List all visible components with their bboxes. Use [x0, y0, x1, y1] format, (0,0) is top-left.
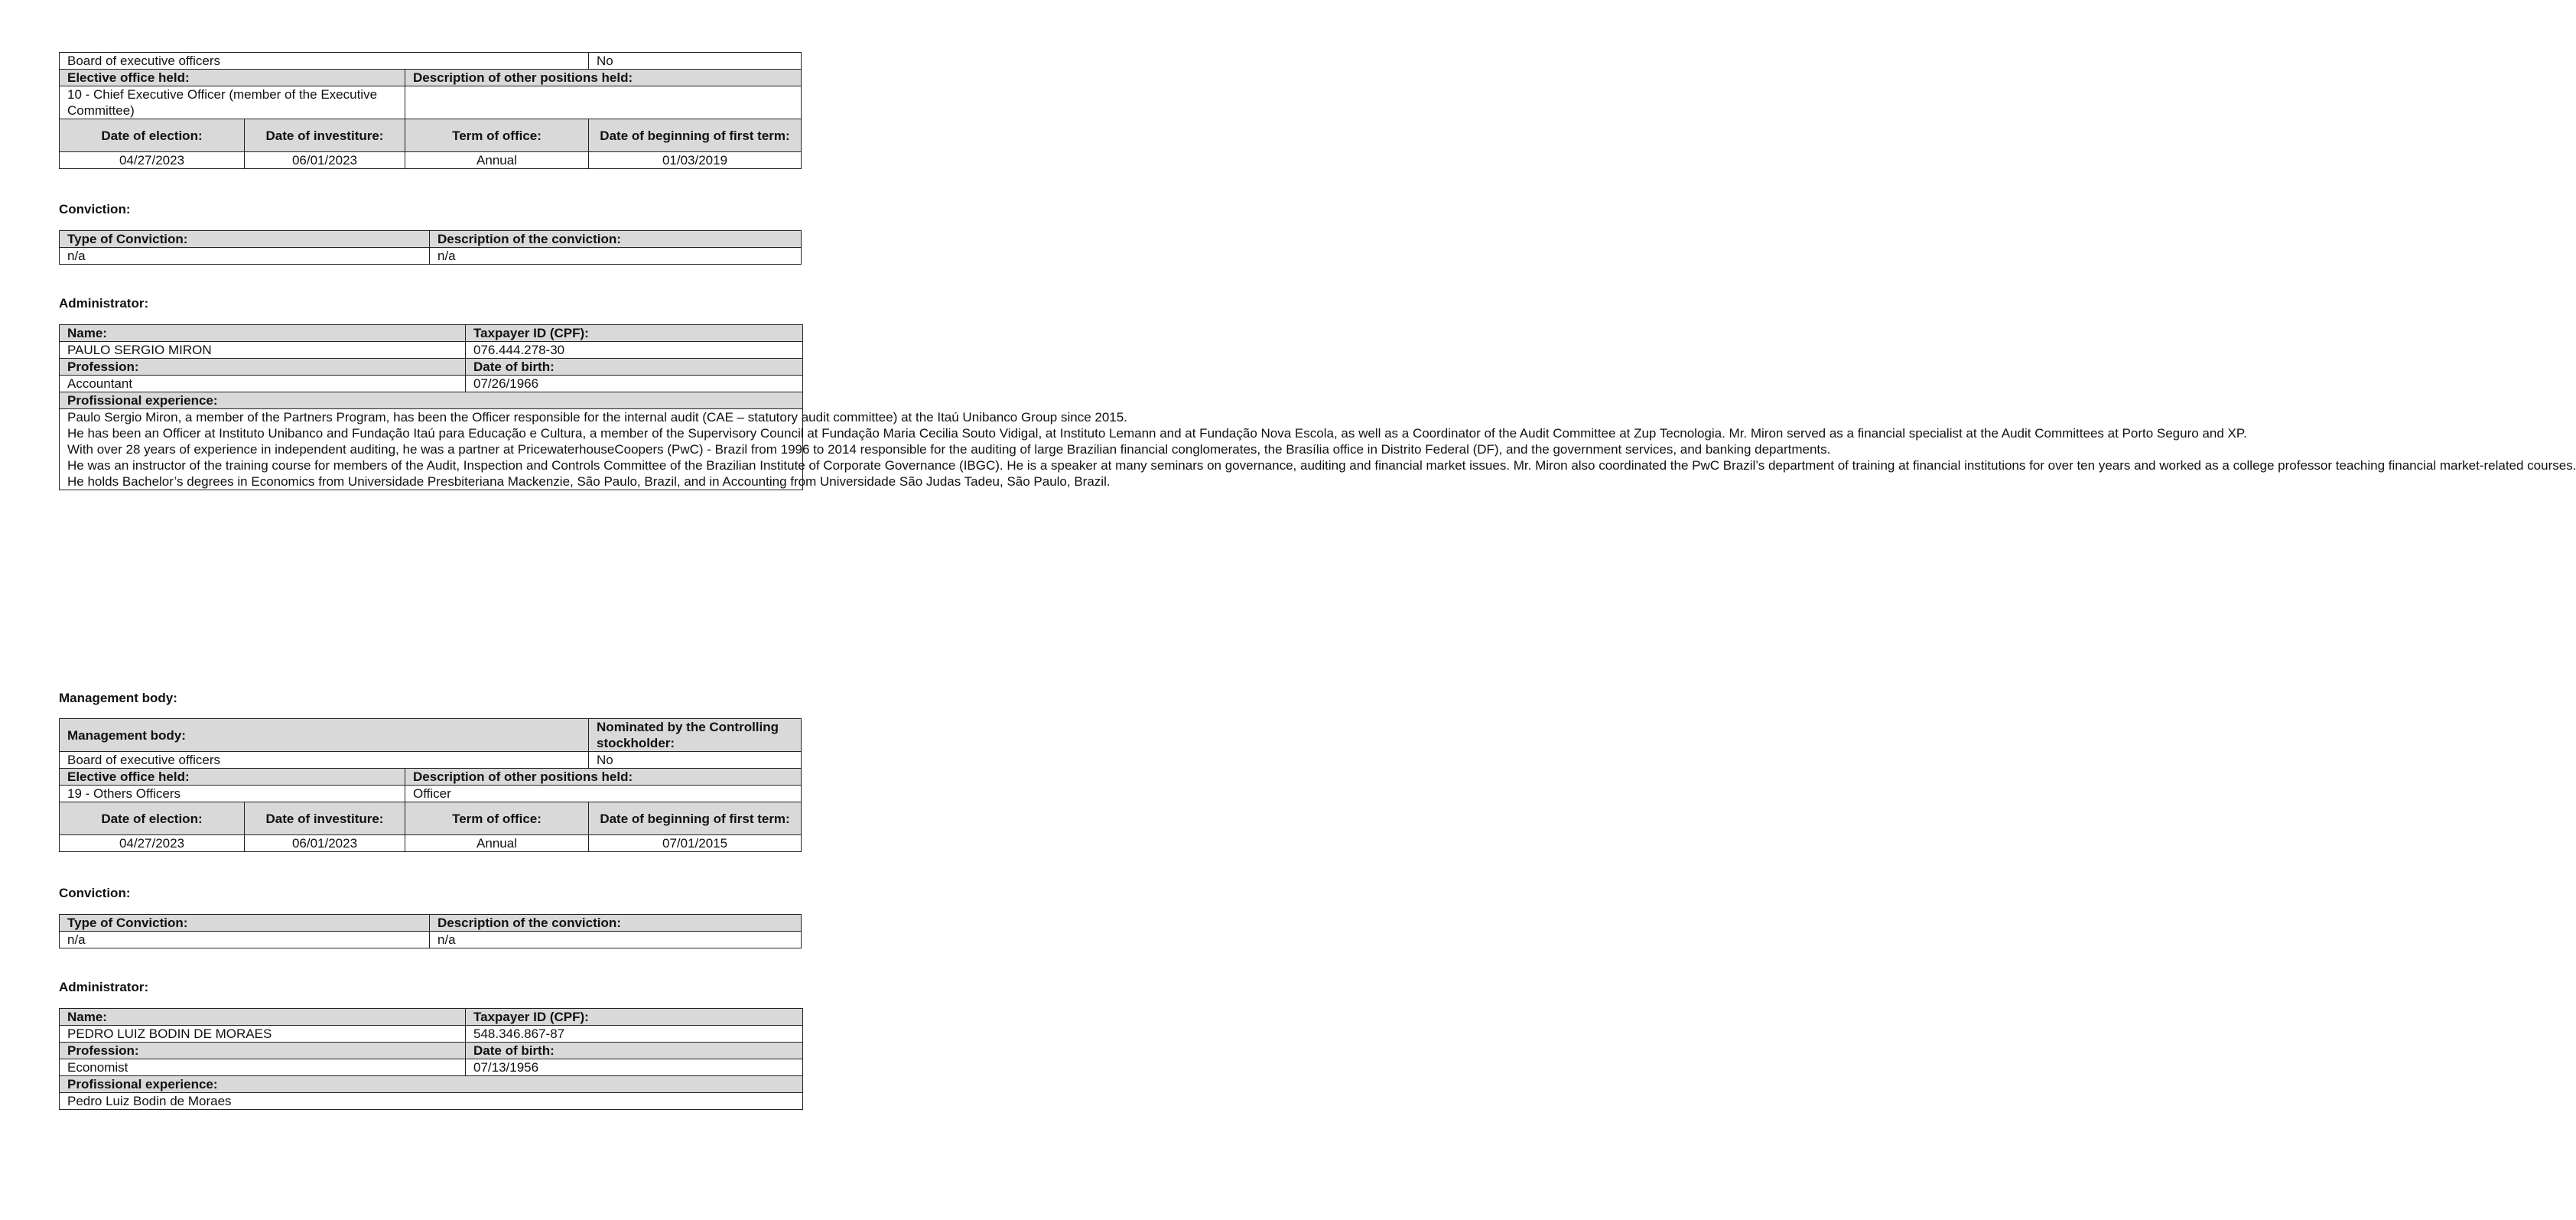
name-label: Name: [60, 1009, 466, 1026]
experience-paragraph: He holds Bachelor’s degrees in Economics from Universidade Presbiteriana Mackenzie, São Paulo, Brazil, and in Accounting from Universidade São Judas Tadeu, São Paulo, Brazil. [67, 474, 1111, 489]
date-election-label: Date of election: [60, 119, 245, 152]
date-investiture-label: Date of investiture: [245, 802, 405, 835]
name-label: Name: [60, 325, 466, 342]
term-office-value: Annual [405, 152, 589, 169]
cpf-label: Taxpayer ID (CPF): [466, 325, 803, 342]
experience-label: Profissional experience: [60, 392, 803, 409]
date-investiture-label: Date of investiture: [245, 119, 405, 152]
nominated-value: No [589, 752, 802, 769]
first-term-label: Date of beginning of first term: [589, 802, 802, 835]
other-positions-label: Description of other positions held: [405, 769, 802, 786]
management-body-table-1 [59, 52, 802, 169]
dob-label: Date of birth: [466, 359, 803, 376]
nominated-label: Nominated by the Controlling stockholder: [589, 719, 802, 752]
date-investiture-value: 06/01/2023 [245, 835, 405, 852]
experience-paragraph: With over 28 years of experience in independent auditing, he was a partner at PricewaterhouseCoopers (PwC) - Brazil from 1996 to 2014 responsible for the auditing of large Brazilian financial conglomerates, the Brasília office in Distrito Federal (DF), and the government services, and banking departments. [67, 442, 1831, 457]
conviction-type-value: n/a [60, 932, 430, 948]
experience-text: Pedro Luiz Bodin de Moraes [60, 1093, 803, 1110]
conviction-heading: Conviction: [59, 202, 131, 216]
date-election-value: 04/27/2023 [60, 152, 245, 169]
profession-value: Economist [60, 1059, 466, 1076]
name-value: PAULO SERGIO MIRON [60, 342, 466, 359]
first-term-label: Date of beginning of first term: [589, 119, 802, 152]
term-office-label: Term of office: [405, 119, 589, 152]
profession-label: Profession: [60, 1043, 466, 1059]
management-body-heading: Management body: [59, 691, 177, 705]
cpf-value: 548.346.867-87 [466, 1026, 803, 1043]
profession-label: Profession: [60, 359, 466, 376]
conviction-table-1 [59, 230, 802, 265]
date-election-value: 04/27/2023 [60, 835, 245, 852]
experience-text [60, 409, 2576, 490]
conviction-desc-label: Description of the conviction: [430, 915, 802, 932]
conviction-desc-value: n/a [430, 248, 802, 265]
date-election-label: Date of election: [60, 802, 245, 835]
management-body-value: Board of executive officers [60, 752, 589, 769]
elective-office-label: Elective office held: [60, 769, 405, 786]
administrator-table-2 [59, 1008, 803, 1110]
first-term-value: 01/03/2019 [589, 152, 802, 169]
management-body-value: Board of executive officers [60, 53, 589, 70]
dob-label: Date of birth: [466, 1043, 803, 1059]
elective-office-value: 10 - Chief Executive Officer (member of the Executive Committee) [60, 86, 405, 119]
nominated-value: No [589, 53, 802, 70]
experience-label: Profissional experience: [60, 1076, 803, 1093]
conviction-type-label: Type of Conviction: [60, 231, 430, 248]
dob-value: 07/13/1956 [466, 1059, 803, 1076]
conviction-type-value: n/a [60, 248, 430, 265]
dob-value: 07/26/1966 [466, 376, 803, 392]
first-term-value: 07/01/2015 [589, 835, 802, 852]
cpf-label: Taxpayer ID (CPF): [466, 1009, 803, 1026]
experience-paragraph: He has been an Officer at Instituto Unibanco and Fundação Itaú para Educação e Cultura, a member of the Supervisory Council at Fundação Maria Cecilia Souto Vidigal, at Instituto Lemann and at Fundação Nova Escola, as well as a Coordinator of the Audit Committee at Zup Tecnologia. Mr. Miron served as a financial specialist at the Audit Committees at Porto Seguro and XP. [67, 426, 2247, 441]
term-office-label: Term of office: [405, 802, 589, 835]
conviction-desc-label: Description of the conviction: [430, 231, 802, 248]
conviction-table-2 [59, 914, 802, 948]
elective-office-value: 19 - Others Officers [60, 786, 405, 802]
conviction-desc-value: n/a [430, 932, 802, 948]
administrator-table-1 [59, 324, 2576, 490]
term-office-value: Annual [405, 835, 589, 852]
other-positions-value [405, 86, 802, 119]
elective-office-label: Elective office held: [60, 70, 405, 86]
other-positions-label: Description of other positions held: [405, 70, 802, 86]
cpf-value: 076.444.278-30 [466, 342, 803, 359]
profession-value: Accountant [60, 376, 466, 392]
management-body-table-2 [59, 718, 802, 852]
administrator-heading: Administrator: [59, 980, 149, 994]
conviction-heading: Conviction: [59, 886, 131, 900]
management-body-label: Management body: [60, 719, 589, 752]
conviction-type-label: Type of Conviction: [60, 915, 430, 932]
other-positions-value: Officer [405, 786, 802, 802]
date-investiture-value: 06/01/2023 [245, 152, 405, 169]
name-value: PEDRO LUIZ BODIN DE MORAES [60, 1026, 466, 1043]
experience-paragraph: He was an instructor of the training course for members of the Audit, Inspection and Controls Committee of the Brazilian Institute of Corporate Governance (IBGC). He is a speaker at many seminars on governance, auditing and financial market issues. Mr. Miron also coordinated the PwC Brazil’s department of training at financial institutions for over ten years and worked as a college professor teaching financial market-related courses. [67, 458, 2576, 473]
administrator-heading: Administrator: [59, 296, 149, 311]
experience-paragraph: Paulo Sergio Miron, a member of the Partners Program, has been the Officer responsible for the internal audit (CAE – statutory audit committee) at the Itaú Unibanco Group since 2015. [67, 410, 1127, 425]
